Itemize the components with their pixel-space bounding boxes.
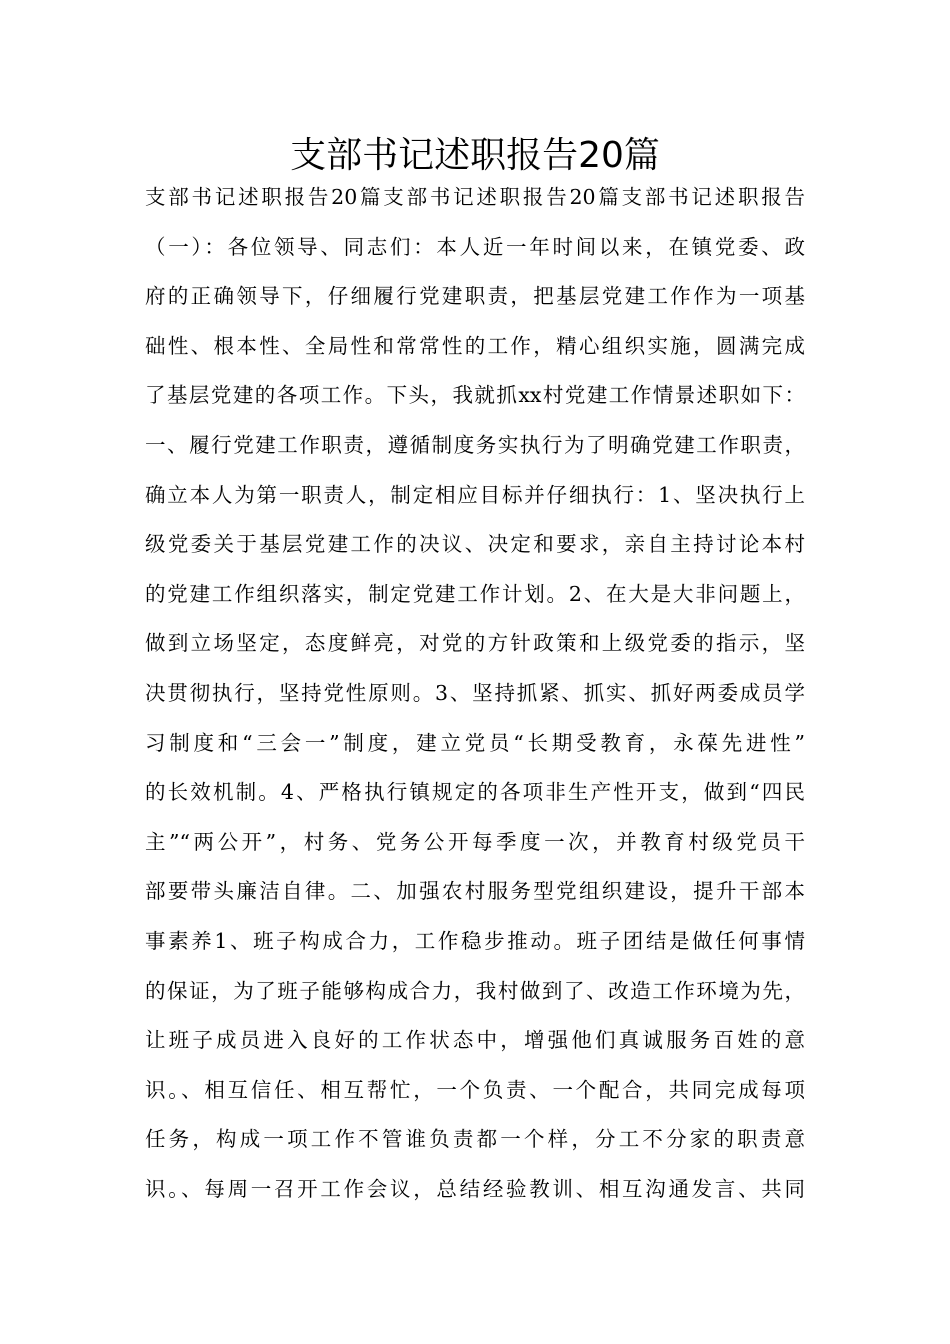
body-text-line: 础性、根本性、全局性和常常性的工作，精心组织实施，圆满完成 <box>145 333 805 358</box>
body-text-line: 的长效机制。4、严格执行镇规定的各项非生产性开支，做到“四民 <box>145 780 805 805</box>
body-text-line: 识。、相互信任、相互帮忙，一个负责、一个配合，共同完成每项 <box>145 1077 805 1102</box>
body-text-line: 任务，构成一项工作不管谁负责都一个样，分工不分家的职责意 <box>145 1127 805 1152</box>
body-text-line: 支部书记述职报告20篇支部书记述职报告20篇支部书记述职报告 <box>145 185 805 209</box>
document-body <box>145 173 805 1214</box>
body-text-line: 的党建工作组织落实，制定党建工作计划。2、在大是大非问题上， <box>145 581 805 606</box>
body-text-line: 事素养1、班子构成合力，工作稳步推动。班子团结是做任何事情 <box>145 928 805 953</box>
body-text-line: 级党委关于基层党建工作的决议、决定和要求，亲自主持讨论本村 <box>145 532 805 557</box>
body-text-line: 了基层党建的各项工作。下头，我就抓xx村党建工作情景述职如下： <box>145 383 805 408</box>
document-title: 支部书记述职报告20篇 <box>290 135 660 176</box>
body-text-line: 让班子成员进入良好的工作状态中，增强他们真诚服务百姓的意 <box>145 1028 805 1053</box>
body-text-line: （一）：各位领导、同志们：本人近一年时间以来，在镇党委、政 <box>145 234 805 259</box>
body-text-line: 府的正确领导下，仔细履行党建职责，把基层党建工作作为一项基 <box>145 284 805 309</box>
body-text-line: 识。、每周一召开工作会议，总结经验教训、相互沟通发言、共同 <box>145 1176 805 1201</box>
body-text-line: 主”“两公开”，村务、党务公开每季度一次，并教育村级党员干 <box>145 829 805 854</box>
body-text-line: 决贯彻执行，坚持党性原则。3、坚持抓紧、抓实、抓好两委成员学 <box>145 680 805 705</box>
body-text-line: 做到立场坚定，态度鲜亮，对党的方针政策和上级党委的指示，坚 <box>145 631 805 656</box>
body-text-line: 一、履行党建工作职责，遵循制度务实执行为了明确党建工作职责， <box>145 432 805 457</box>
body-text-line: 确立本人为第一职责人，制定相应目标并仔细执行：1、坚决执行上 <box>145 482 805 507</box>
body-text-line: 部要带头廉洁自律。二、加强农村服务型党组织建设，提升干部本 <box>145 879 805 904</box>
body-text-line: 习制度和“三会一”制度，建立党员“长期受教育，永葆先进性” <box>145 730 805 755</box>
body-text-line: 的保证，为了班子能够构成合力，我村做到了、改造工作环境为先， <box>145 978 805 1003</box>
